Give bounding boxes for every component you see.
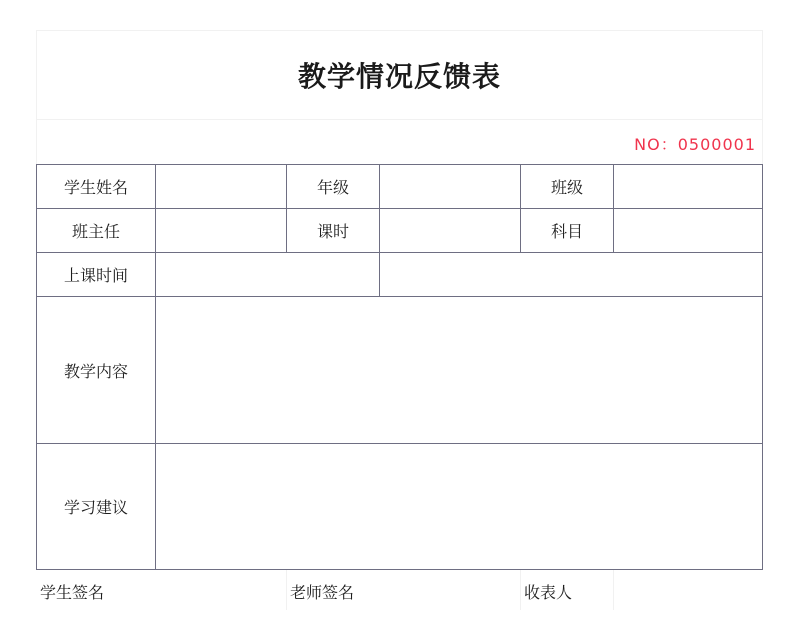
- student-name-label: 学生姓名: [37, 165, 156, 209]
- form-grid: [36, 164, 763, 570]
- class-time-extra-field[interactable]: [380, 253, 762, 297]
- student-name-field[interactable]: [156, 165, 287, 209]
- footer-divider: [286, 570, 287, 610]
- teacher-signature-label: 老师签名: [290, 583, 355, 602]
- teaching-content-label: 教学内容: [37, 297, 156, 444]
- class-field[interactable]: [614, 165, 762, 209]
- class-hours-label: 课时: [287, 209, 380, 253]
- class-time-field[interactable]: [156, 253, 380, 297]
- form-number: NO：0500001: [634, 135, 756, 154]
- class-time-label: 上课时间: [37, 253, 156, 297]
- feedback-form: [36, 30, 763, 610]
- title-row: [36, 30, 763, 119]
- footer-divider: [520, 570, 521, 610]
- subject-label: 科目: [521, 209, 614, 253]
- class-hours-field[interactable]: [380, 209, 521, 253]
- learning-suggestion-label: 学习建议: [37, 444, 156, 569]
- signature-row: [36, 570, 763, 610]
- grade-label: 年级: [287, 165, 380, 209]
- footer-divider: [613, 570, 614, 610]
- learning-suggestion-field[interactable]: [156, 444, 762, 569]
- student-signature-label: 学生签名: [40, 583, 105, 602]
- subject-field[interactable]: [614, 209, 762, 253]
- class-label: 班级: [521, 165, 614, 209]
- receiver-label: 收表人: [524, 583, 573, 602]
- teaching-content-field[interactable]: [156, 297, 762, 444]
- form-title: 教学情况反馈表: [297, 60, 501, 93]
- head-teacher-field[interactable]: [156, 209, 287, 253]
- head-teacher-label: 班主任: [37, 209, 156, 253]
- grade-field[interactable]: [380, 165, 521, 209]
- number-row: [36, 119, 763, 164]
